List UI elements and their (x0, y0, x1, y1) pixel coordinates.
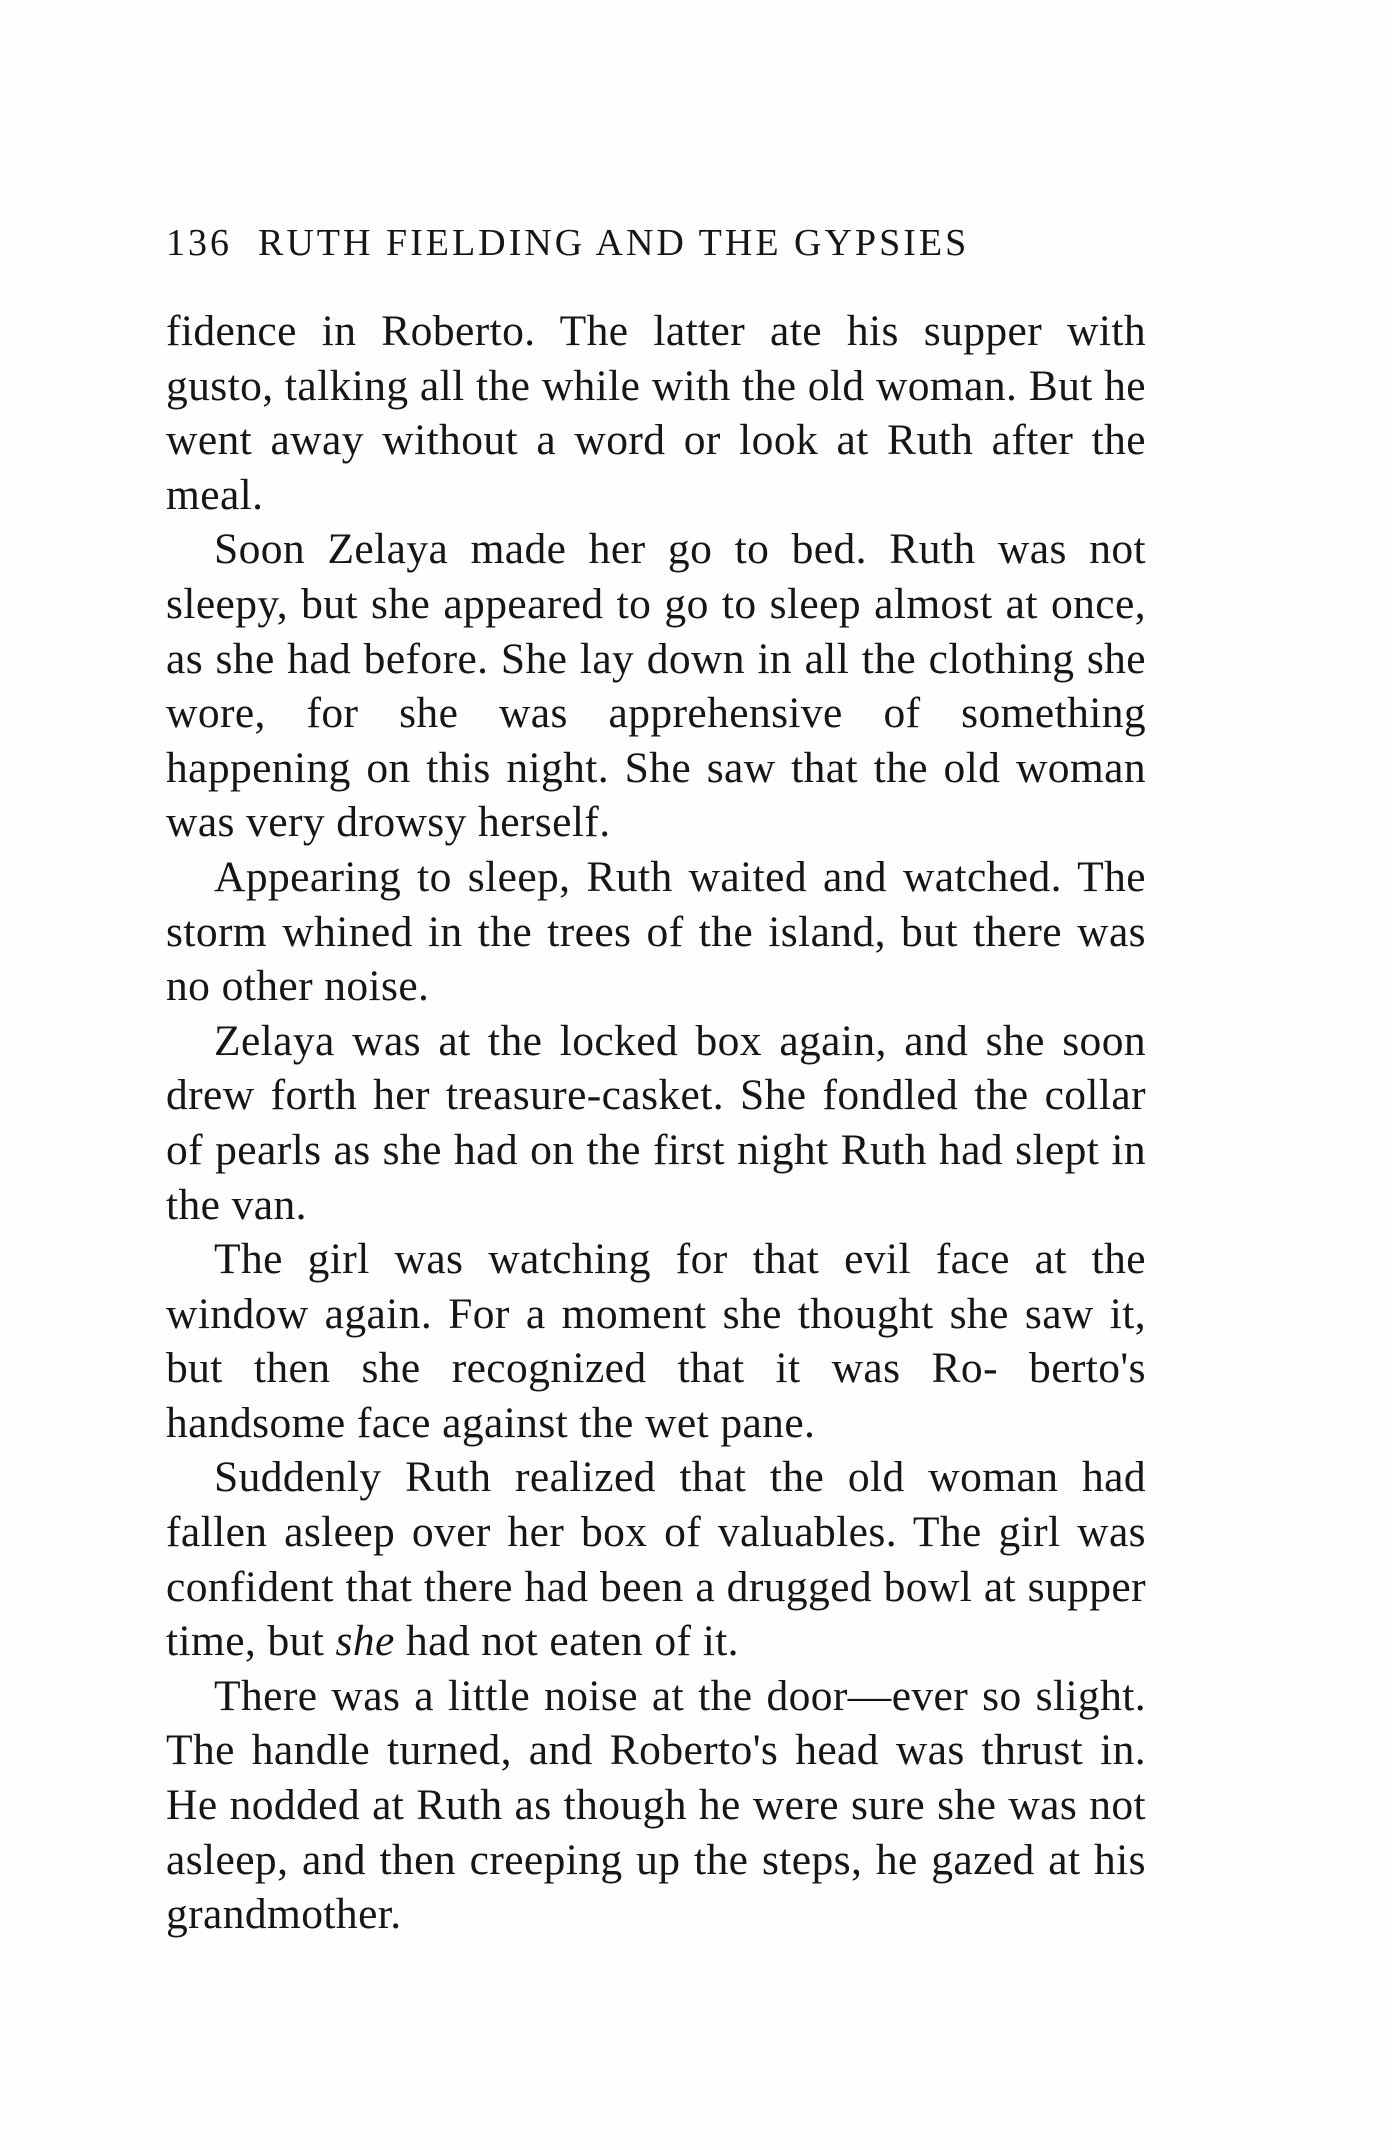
text-line: fidence in Roberto. The latter ate his supper with (166, 307, 1146, 355)
text-line: not sleepy, but she appeared to go to sleep almost (166, 525, 1146, 628)
text-line: slight. The handle turned, and Roberto's head (166, 1671, 1146, 1775)
paragraph-1 (166, 304, 1146, 522)
text-line: berto's handsome face against the wet pane. (166, 1344, 1146, 1447)
text-line: gusto, talking all the while with the old woman. (166, 361, 1018, 410)
text-line: There was a little noise at the door—ever so (214, 1671, 1022, 1720)
text-line: soon drew forth her treasure-casket. She fondled (166, 1016, 1146, 1120)
text-line: up the steps, he gazed at his grandmother. (166, 1835, 1146, 1939)
text-line: Soon Zelaya made her go to bed. Ruth was (214, 525, 1067, 574)
text-line: saw it, but then she recognized that it was Ro- (166, 1289, 1147, 1393)
text-line: Appearing to sleep, Ruth waited and watched. (214, 852, 1062, 901)
running-title: RUTH FIELDING AND THE GYPSIES (258, 222, 970, 264)
text-line: had fallen asleep over her box of valuables. The (166, 1453, 1146, 1557)
italic-word: she (335, 1617, 395, 1666)
text-line: The storm whined in the trees of the island, but (166, 852, 1146, 956)
text-line: of something happening on this night. She saw (166, 689, 1147, 792)
paragraph-4 (166, 1014, 1146, 1232)
text-line: girl was confident that there had been a drugged (166, 1508, 1146, 1611)
text-line: there was no other noise. (166, 907, 1146, 1011)
paragraph-7 (166, 1669, 1146, 1942)
paragraph-3 (166, 850, 1146, 1014)
body-text (166, 304, 1146, 1942)
text-line: the clothing she wore, for she was apprehensive (166, 634, 1147, 738)
paragraph-2 (166, 522, 1146, 850)
page-number: 136 (166, 222, 232, 264)
paragraph-5 (166, 1232, 1146, 1450)
running-header (166, 218, 1146, 268)
text-line: bowl at supper time, but (166, 1562, 1147, 1666)
text-line: Ruth had slept in the van. (166, 1125, 1147, 1229)
text-line: that the old woman was very drowsy herself. (166, 743, 1146, 847)
paragraph-6 (166, 1450, 1146, 1668)
text-line: But he went away without a word or look at Ruth (166, 361, 1146, 465)
text-line: were sure she was not asleep, and then creeping (166, 1781, 1146, 1884)
text-line: the collar of pearls as she had on the first night (166, 1071, 1147, 1174)
text-line: Zelaya was at the locked box again, and she (214, 1016, 1045, 1065)
text-line: was thrust in. He nodded at Ruth as though he (166, 1726, 1147, 1830)
text-line: at once, as she had before. She lay down in all (166, 579, 1146, 683)
text-line: The girl was watching for that evil face at the (214, 1235, 1146, 1284)
text-line: had not eaten of it. (406, 1617, 739, 1666)
text-line: after the meal. (166, 416, 1147, 519)
text-line: window again. For a moment she thought she (166, 1289, 1009, 1338)
text-line: Suddenly Ruth realized that the old woman (214, 1453, 1059, 1502)
